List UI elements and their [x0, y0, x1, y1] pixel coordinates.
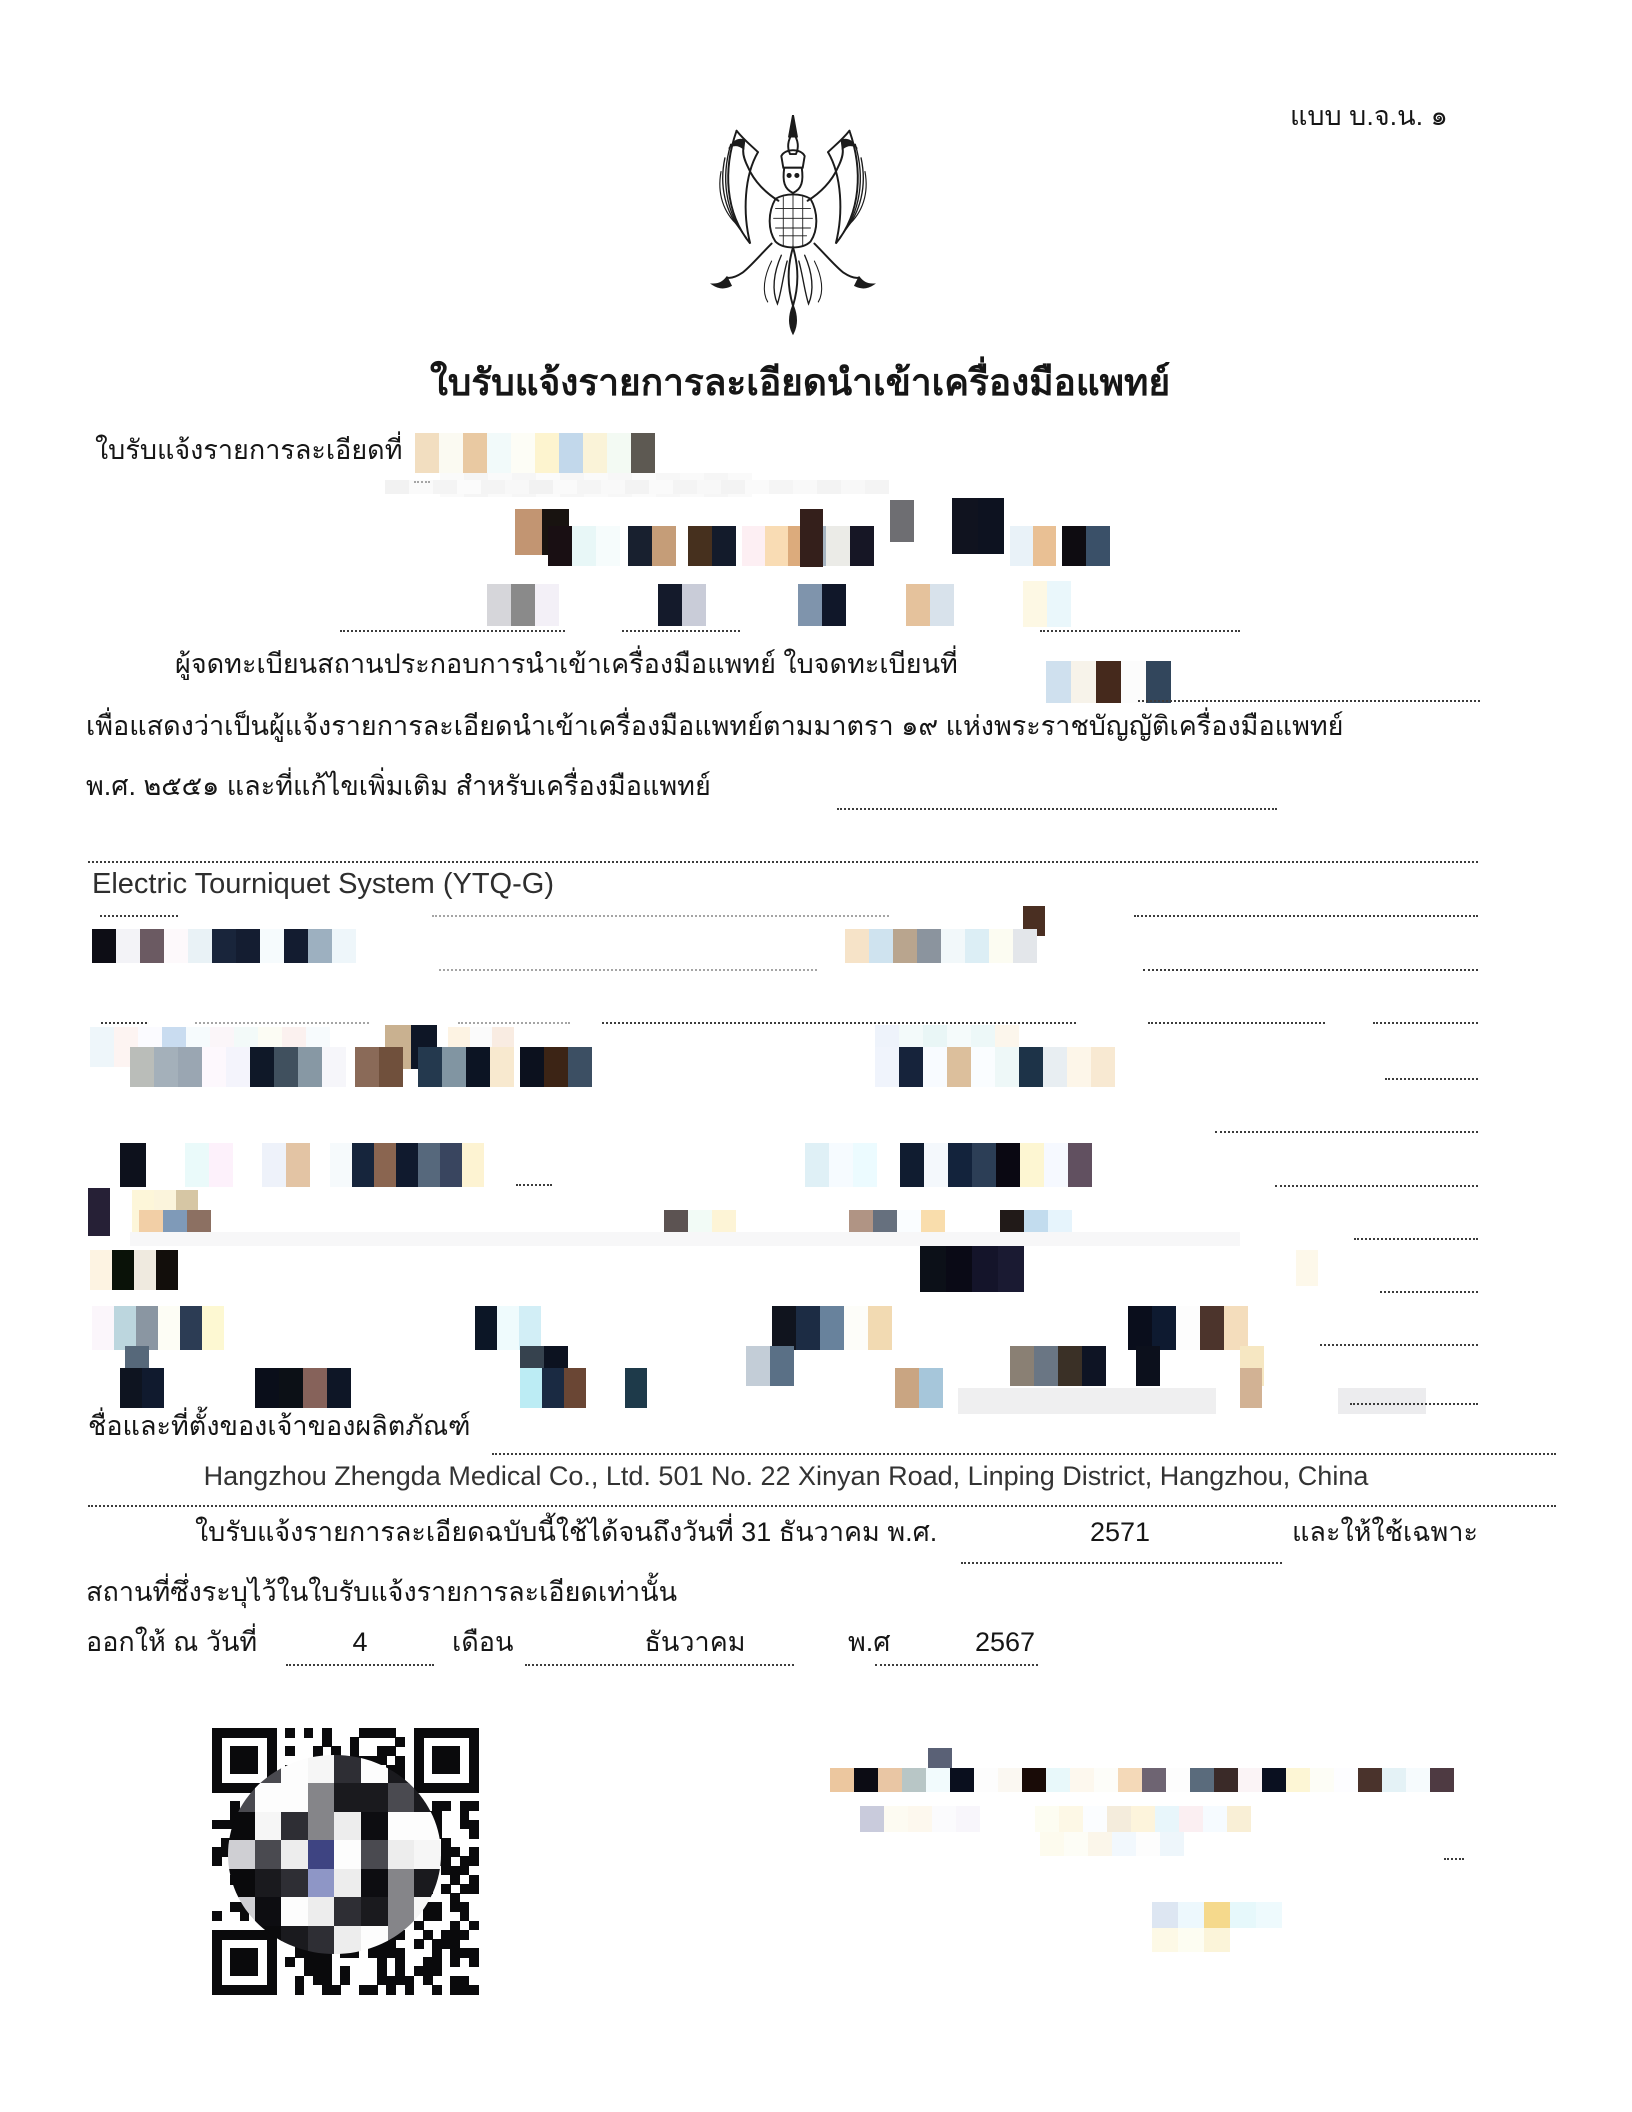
issued-month-label: เดือน — [452, 1627, 514, 1657]
registrant-line1: ผู้จดทะเบียนสถานประกอบการนำเข้าเครื่องมือแพทย์ ใบจดทะเบียนที่ — [175, 649, 958, 679]
dotted-line — [602, 1022, 1076, 1024]
document-title: ใบรับแจ้งรายการละเอียดนำเข้าเครื่องมือแพทย์ — [429, 362, 1171, 403]
redaction-blocks — [952, 498, 1004, 554]
redaction-blocks — [800, 509, 823, 567]
redaction-blocks — [520, 1047, 592, 1087]
dotted-line — [875, 1664, 1038, 1666]
redaction-blocks — [1010, 526, 1056, 566]
dotted-line — [1350, 1403, 1478, 1405]
redaction-blocks — [250, 1047, 346, 1087]
redaction-blocks — [746, 1346, 794, 1386]
redaction-blocks — [830, 1768, 1454, 1792]
product-owner-value: Hangzhou Zhengda Medical Co., Ltd. 501 No. 22 Xinyan Road, Linping District, Hangzhou, China — [203, 1461, 1369, 1491]
redaction-blocks — [330, 1143, 484, 1187]
redaction-blocks — [88, 1188, 110, 1236]
issued-day: 4 — [352, 1627, 368, 1657]
dotted-line — [622, 630, 740, 632]
redaction-blocks — [548, 526, 620, 566]
redaction-blocks — [130, 1047, 250, 1087]
redaction-blocks — [120, 1368, 164, 1408]
dotted-line — [88, 1505, 1556, 1507]
dotted-line — [439, 969, 817, 971]
device-name: Electric Tourniquet System (YTQ-G) — [92, 868, 554, 900]
redaction-blocks — [1136, 1346, 1160, 1386]
dotted-line — [1215, 1131, 1478, 1133]
redaction-blocks — [475, 1306, 541, 1350]
redaction-blocks — [1040, 1832, 1184, 1856]
dotted-line — [88, 861, 1478, 863]
redaction-blocks — [415, 433, 655, 473]
redaction-blocks — [1152, 1928, 1230, 1952]
issued-era-label: พ.ศ — [848, 1627, 891, 1657]
dotted-line — [1444, 1858, 1464, 1860]
registrant-line2: เพื่อแสดงว่าเป็นผู้แจ้งรายการละเอียดนำเข้าเครื่องมือแพทย์ตามมาตรา ๑๙ แห่งพระราชบัญญัติเครื่องมือแพทย์ — [86, 711, 1344, 741]
dotted-line — [1134, 915, 1478, 917]
redaction-blocks — [805, 1143, 877, 1187]
redaction-blocks — [628, 526, 676, 566]
form-code: แบบ บ.จ.น. ๑ — [1290, 101, 1448, 131]
dotted-line — [1138, 700, 1480, 702]
issued-year: 2567 — [974, 1627, 1036, 1657]
redaction-blocks — [890, 500, 914, 542]
dotted-line — [1040, 630, 1240, 632]
validity-year: 2571 — [1089, 1517, 1151, 1547]
dotted-line — [458, 1022, 570, 1024]
redaction-blocks — [520, 1368, 586, 1408]
redaction-blocks — [385, 480, 889, 494]
validity-prefix: ใบรับแจ้งรายการละเอียดฉบับนี้ใช้ได้จนถึงวันที่ 31 ธันวาคม พ.ศ. — [195, 1517, 938, 1547]
dotted-line — [100, 915, 178, 917]
qr-redaction-blur — [228, 1755, 441, 1955]
redaction-blocks — [826, 526, 874, 566]
redaction-blocks — [1152, 1902, 1282, 1928]
redaction-blocks — [625, 1368, 647, 1408]
redaction-blocks — [1010, 1346, 1106, 1386]
redaction-blocks — [1296, 1250, 1318, 1286]
product-owner-label: ชื่อและที่ตั้งของเจ้าของผลิตภัณฑ์ — [88, 1411, 471, 1441]
redaction-blocks — [1062, 526, 1110, 566]
redaction-blocks — [120, 1143, 146, 1187]
redaction-blocks — [1338, 1388, 1426, 1414]
issued-month: ธันวาคม — [644, 1627, 746, 1657]
dotted-line — [492, 1453, 1556, 1455]
dotted-line — [1385, 1078, 1478, 1080]
dotted-line — [1143, 969, 1478, 971]
redaction-blocks — [1128, 1306, 1248, 1350]
redaction-blocks — [418, 1047, 514, 1087]
dotted-line — [837, 808, 1277, 810]
dotted-line — [414, 481, 430, 483]
redaction-blocks — [90, 1250, 178, 1290]
redaction-blocks — [798, 584, 846, 626]
garuda-emblem — [686, 110, 900, 346]
dotted-line — [195, 1022, 369, 1024]
redaction-blocks — [130, 1232, 1240, 1246]
redaction-blocks — [1023, 581, 1071, 627]
dotted-line — [1380, 1291, 1478, 1293]
dotted-line — [101, 1022, 147, 1024]
redaction-blocks — [1035, 1806, 1251, 1832]
validity-suffix: และให้ใช้เฉพาะ — [1292, 1517, 1479, 1547]
redaction-blocks — [688, 526, 736, 566]
redaction-blocks — [895, 1368, 943, 1408]
dotted-line — [1373, 1022, 1478, 1024]
dotted-line — [286, 1664, 434, 1666]
dotted-line — [432, 915, 889, 917]
qr-code — [212, 1728, 478, 1994]
dotted-line — [1275, 1185, 1478, 1187]
dotted-line — [961, 1562, 1282, 1564]
validity-line2: สถานที่ซึ่งระบุไว้ในใบรับแจ้งรายการละเอียดเท่านั้น — [86, 1577, 678, 1607]
redaction-blocks — [487, 584, 559, 626]
redaction-blocks — [92, 929, 356, 963]
registrant-line3: พ.ศ. ๒๕๕๑ และที่แก้ไขเพิ่มเติม สำหรับเครื่องมือแพทย์ — [86, 771, 711, 801]
redaction-blocks — [185, 1143, 233, 1187]
redaction-blocks — [900, 1143, 1092, 1187]
redaction-blocks — [355, 1047, 403, 1087]
redaction-blocks — [958, 1388, 1216, 1414]
redaction-blocks — [772, 1306, 892, 1350]
redaction-blocks — [255, 1368, 351, 1408]
redaction-blocks — [860, 1806, 980, 1832]
issued-prefix: ออกให้ ณ วันที่ — [86, 1627, 258, 1657]
redaction-blocks — [1240, 1368, 1262, 1408]
redaction-blocks — [920, 1246, 1024, 1292]
dotted-line — [1148, 1022, 1325, 1024]
dotted-line — [1320, 1344, 1478, 1346]
dotted-line — [340, 630, 565, 632]
redaction-blocks — [1046, 661, 1171, 703]
redaction-blocks — [845, 929, 1037, 963]
redaction-blocks — [262, 1143, 310, 1187]
redaction-blocks — [906, 584, 954, 626]
dotted-line — [516, 1184, 552, 1186]
receipt-number-label: ใบรับแจ้งรายการละเอียดที่ — [95, 435, 403, 465]
redaction-blocks — [658, 584, 706, 626]
redaction-blocks — [92, 1306, 224, 1350]
redaction-blocks — [875, 1047, 1115, 1087]
dotted-line — [1354, 1238, 1478, 1240]
dotted-line — [525, 1664, 794, 1666]
redaction-blocks — [875, 1025, 1019, 1047]
